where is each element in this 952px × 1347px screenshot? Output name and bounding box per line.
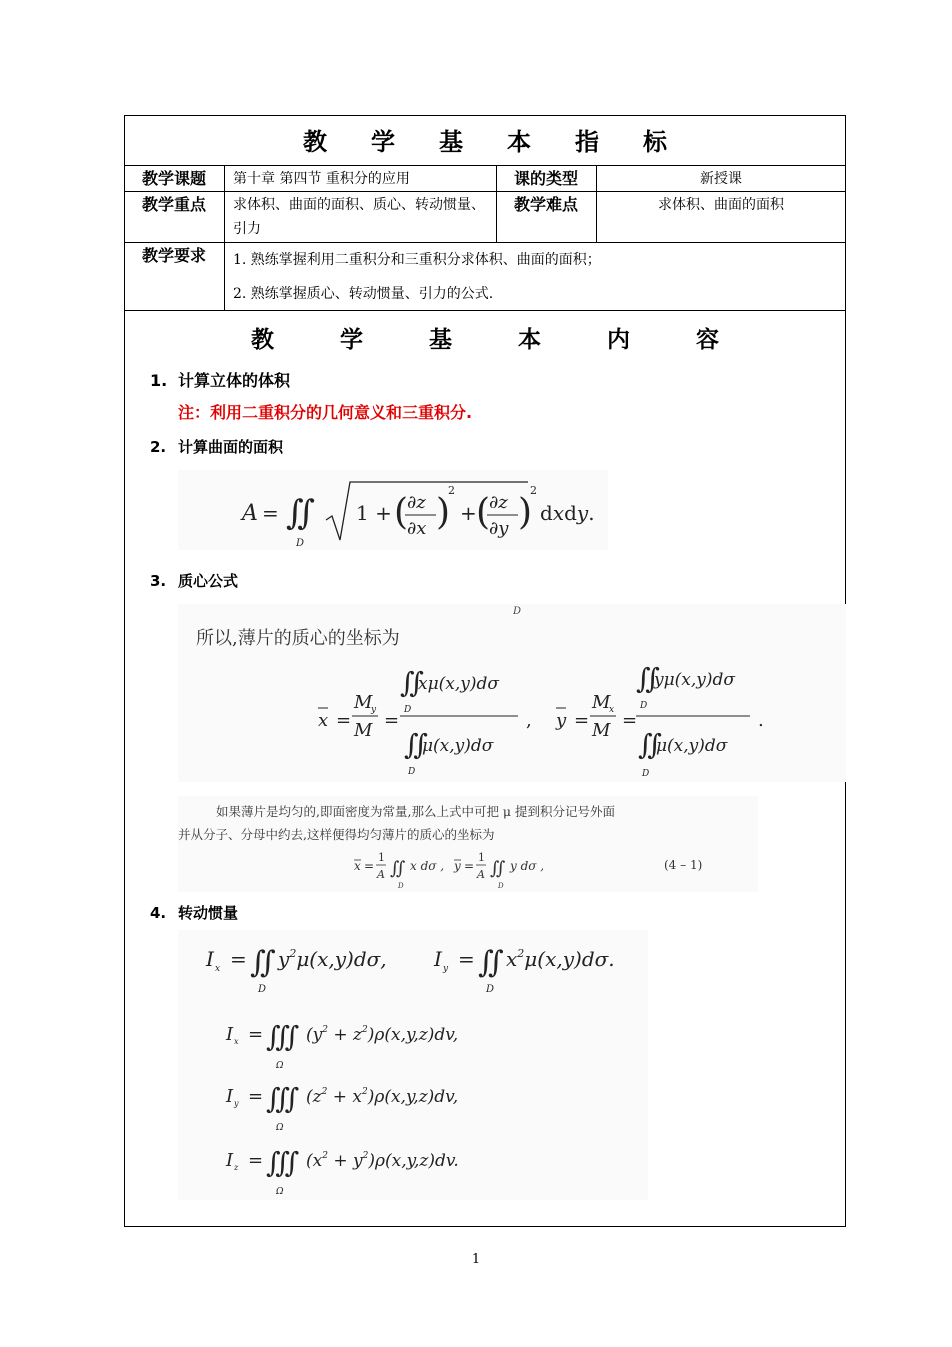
svg-text:,: , xyxy=(526,710,532,731)
svg-text:∂y: ∂y xyxy=(489,518,509,539)
svg-text:=: = xyxy=(458,947,475,971)
title-char: 标 xyxy=(643,128,667,156)
svg-text:A: A xyxy=(242,501,258,526)
svg-text:∬: ∬ xyxy=(400,666,424,699)
title-char: 本 xyxy=(507,128,531,156)
section-heading xyxy=(150,570,238,591)
section-number: 3. xyxy=(150,572,167,590)
section-heading xyxy=(150,368,290,391)
table-divider xyxy=(124,242,846,243)
svg-text:∬: ∬ xyxy=(636,662,660,695)
equation-number: (4 – 1) xyxy=(664,858,703,872)
section-title: 计算立体的体积 xyxy=(178,371,291,390)
title-char: 教 xyxy=(251,327,274,353)
svg-text:y: y xyxy=(234,1099,239,1108)
svg-text:xμ(x,y)dσ: xμ(x,y)dσ xyxy=(418,674,499,694)
svg-text:y dσ ,: y dσ , xyxy=(510,859,545,873)
svg-text:dxdy.: dxdy. xyxy=(540,501,595,525)
uniform-centroid-block xyxy=(178,796,758,892)
svg-text:I: I xyxy=(226,1150,234,1171)
svg-text:Ω: Ω xyxy=(276,1123,284,1133)
svg-text:y2μ(x,y)dσ,: $y^2\mu(x,y)d\sigma$, xyxy=(278,947,387,971)
uniform-centroid-formula xyxy=(178,796,758,892)
svg-text:M: M xyxy=(592,720,611,741)
svg-text:x: x xyxy=(234,1037,239,1046)
svg-text:z: z xyxy=(234,1163,239,1172)
svg-text:M: M xyxy=(354,720,373,741)
requirement-item-1: 1. 熟练掌握利用二重积分和三重积分求体积、曲面的面积； xyxy=(233,252,601,268)
svg-text:∬: ∬ xyxy=(490,858,506,879)
svg-text:∬: ∬ xyxy=(286,493,315,533)
svg-text:D: D xyxy=(404,705,412,715)
svg-text:(x2 + y2)ρ(x,y,z)dv.: $(x^2 + y^2)\rho(x,y,z)dv$. xyxy=(306,1151,459,1171)
centroid-formula-image xyxy=(178,604,846,782)
key-value: 求体积、曲面的面积、质心、转动惯量、引力 xyxy=(233,197,485,237)
svg-text:=: = xyxy=(230,947,247,971)
centroid-intro-text: 所以,薄片的质心的坐标为 xyxy=(196,628,400,649)
svg-text:D: D xyxy=(640,701,648,711)
svg-text:2: 2 xyxy=(448,484,455,497)
svg-text:x2μ(x,y)dσ.: $x^2\mu(x,y)d\sigma$. xyxy=(506,947,615,971)
svg-text:yμ(x,y)dσ: yμ(x,y)dσ xyxy=(654,670,735,690)
formula-image xyxy=(178,470,608,550)
page-title xyxy=(124,122,846,157)
svg-text:D: D xyxy=(398,882,404,890)
svg-text:): ) xyxy=(518,492,533,533)
svg-text:D: D xyxy=(513,606,522,617)
title-char: 基 xyxy=(439,128,463,156)
svg-text:∂z: ∂z xyxy=(407,492,426,513)
svg-text:=: = xyxy=(248,1086,264,1107)
topic-label: 教学课题 xyxy=(141,169,206,188)
svg-text:(y2 + z2)ρ(x,y,z)dv,: $(y^2 + z^2)\rho(x,y,z)dv$, xyxy=(306,1025,459,1045)
svg-text:D: D xyxy=(296,538,305,549)
section-note: 注：利用二重积分的几何意义和三重积分. xyxy=(178,403,473,422)
section-heading xyxy=(150,902,238,923)
svg-text:=: = xyxy=(464,859,475,873)
svg-text:=: = xyxy=(336,710,352,731)
svg-text:∬: ∬ xyxy=(250,945,276,980)
svg-text:D: D xyxy=(408,767,416,777)
table-divider xyxy=(224,165,225,310)
svg-text:y: y xyxy=(443,964,449,974)
title-char: 基 xyxy=(429,327,452,353)
svg-text:Ω: Ω xyxy=(276,1187,284,1197)
table-divider xyxy=(124,310,846,311)
svg-text:=: = xyxy=(262,501,279,525)
svg-text:∬: ∬ xyxy=(404,728,428,761)
svg-text:μ(x,y)dσ: μ(x,y)dσ xyxy=(422,736,494,756)
svg-text:D: D xyxy=(642,769,650,779)
svg-text:=: = xyxy=(622,710,638,731)
section-title: 质心公式 xyxy=(178,572,239,590)
content-title xyxy=(124,321,846,354)
svg-text:∭: ∭ xyxy=(266,1146,300,1179)
section-number: 4. xyxy=(150,904,167,922)
requirement-label: 教学要求 xyxy=(141,246,206,265)
svg-text:x: x xyxy=(215,964,221,974)
svg-text:y: y xyxy=(454,859,461,873)
svg-text:y: y xyxy=(371,705,377,715)
svg-text:A: A xyxy=(377,868,385,881)
topic-value: 第十章 第四节 重积分的应用 xyxy=(233,171,410,187)
key-label: 教学重点 xyxy=(141,195,206,214)
title-char: 容 xyxy=(696,327,719,353)
svg-text:.: . xyxy=(758,710,764,731)
svg-text:I: I xyxy=(206,947,214,971)
svg-text:∭: ∭ xyxy=(266,1082,300,1115)
svg-text:y: y xyxy=(556,710,567,731)
svg-text:1 +: 1 + xyxy=(356,501,392,525)
svg-text:A: A xyxy=(477,868,485,881)
uniform-text-2: 并从分子、分母中约去,这样便得均匀薄片的质心的坐标为 xyxy=(178,827,495,842)
section-title: 转动惯量 xyxy=(178,904,239,922)
svg-text:=: = xyxy=(248,1024,264,1045)
section-heading xyxy=(150,436,283,457)
difficulty-label: 教学难点 xyxy=(513,195,578,214)
svg-text:I: I xyxy=(434,947,442,971)
svg-text:1: 1 xyxy=(378,851,385,864)
svg-text:∬: ∬ xyxy=(638,728,662,761)
svg-text:∂z: ∂z xyxy=(489,492,508,513)
difficulty-value: 求体积、曲面的面积 xyxy=(658,197,784,213)
svg-text:=: = xyxy=(384,710,400,731)
svg-text:x: x xyxy=(318,710,329,731)
surface-area-formula xyxy=(178,470,608,550)
page-number: 1 xyxy=(471,1252,481,1267)
svg-text:D: D xyxy=(498,882,504,890)
svg-text:2: 2 xyxy=(530,484,537,497)
section-number: 2. xyxy=(150,438,167,456)
svg-text:∭: ∭ xyxy=(266,1020,300,1053)
title-char: 内 xyxy=(607,327,630,353)
moment-of-inertia-formulas xyxy=(178,930,648,1200)
svg-text:M: M xyxy=(354,692,373,713)
svg-text:1: 1 xyxy=(478,851,485,864)
svg-text:∂x: ∂x xyxy=(407,518,427,539)
centroid-formula-block xyxy=(178,604,846,782)
svg-text:=: = xyxy=(574,710,590,731)
svg-text:(: ( xyxy=(394,492,409,533)
title-char: 指 xyxy=(575,128,599,156)
svg-text:I: I xyxy=(226,1086,234,1107)
svg-text:μ(x,y)dσ: μ(x,y)dσ xyxy=(656,736,728,756)
inertia-formula-image xyxy=(178,930,648,1200)
table-divider xyxy=(124,165,846,166)
title-char: 教 xyxy=(303,128,327,156)
svg-text:+: + xyxy=(460,501,477,525)
title-char: 本 xyxy=(518,327,541,353)
svg-text:D: D xyxy=(258,984,267,995)
svg-text:M: M xyxy=(592,692,611,713)
uniform-text-1: 如果薄片是均匀的,即面密度为常量,那么上式中可把 μ 提到积分记号外面 xyxy=(216,804,616,819)
table-divider xyxy=(124,191,846,192)
svg-text:Ω: Ω xyxy=(276,1061,284,1071)
svg-text:x: x xyxy=(354,859,361,873)
type-value: 新授课 xyxy=(700,171,742,187)
type-label: 课的类型 xyxy=(513,169,578,188)
svg-text:(: ( xyxy=(476,492,491,533)
svg-text:=: = xyxy=(364,859,375,873)
svg-text:I: I xyxy=(226,1024,234,1045)
section-number: 1. xyxy=(150,371,168,390)
requirement-item-2: 2. 熟练掌握质心、转动惯量、引力的公式. xyxy=(233,286,494,302)
svg-text:x dσ ,: x dσ , xyxy=(410,859,445,873)
svg-text:∬: ∬ xyxy=(390,858,406,879)
svg-text:(z2 + x2)ρ(x,y,z)dv,: $(z^2 + x^2)\rho(x,y,z)dv$, xyxy=(306,1087,459,1107)
svg-text:=: = xyxy=(248,1150,264,1171)
title-char: 学 xyxy=(371,128,395,156)
svg-text:D: D xyxy=(486,984,495,995)
title-char: 学 xyxy=(340,327,363,353)
section-title: 计算曲面的面积 xyxy=(178,438,284,456)
svg-text:): ) xyxy=(436,492,451,533)
svg-text:x: x xyxy=(609,705,615,715)
svg-text:∬: ∬ xyxy=(478,945,504,980)
